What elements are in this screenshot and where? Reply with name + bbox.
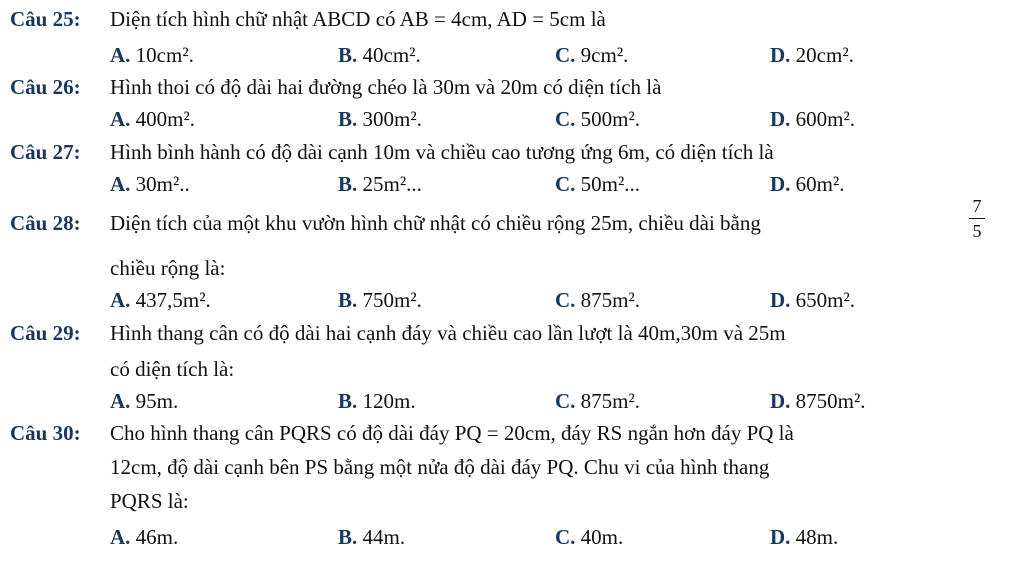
option-d[interactable]: D. 20cm². [770, 43, 854, 67]
question-text-continued: 12cm, độ dài cạnh bên PS bằng một nửa độ dài đáy PQ. Chu vi của hình thang [110, 455, 770, 479]
question-text-continued: chiều rộng là: [110, 256, 226, 280]
option-b[interactable]: B. 44m. [338, 525, 406, 549]
question-text: Diện tích của một khu vườn hình chữ nhật có chiều rộng 25m, chiều dài bằng [110, 211, 761, 235]
option-c[interactable]: C. 875m². [555, 389, 641, 413]
fraction [966, 196, 988, 241]
option-d[interactable]: D. 60m². [770, 172, 845, 196]
fraction-denominator: 5 [972, 221, 982, 241]
question-text: Cho hình thang cân PQRS có độ dài đáy PQ = 20cm, đáy RS ngắn hơn đáy PQ là [110, 421, 794, 445]
question-number: Câu 30: [10, 421, 81, 445]
option-a[interactable]: A. 46m. [110, 525, 179, 549]
question-text-continued: có diện tích là: [110, 357, 235, 381]
option-a[interactable]: A. 95m. [110, 389, 179, 413]
question-text: Diện tích hình chữ nhật ABCD có AB = 4cm, AD = 5cm là [110, 7, 606, 31]
option-c[interactable]: C. 9cm². [555, 43, 629, 67]
option-a[interactable]: A. 437,5m². [110, 288, 211, 312]
option-c[interactable]: C. 40m. [555, 525, 624, 549]
option-b[interactable]: B. 40cm². [338, 43, 421, 67]
option-d[interactable]: D. 650m². [770, 288, 856, 312]
option-c[interactable]: C. 875m². [555, 288, 641, 312]
fraction-bar [969, 218, 985, 219]
option-a[interactable]: A. 30m².. [110, 172, 190, 196]
option-b[interactable]: B. 750m². [338, 288, 422, 312]
option-b[interactable]: B. 120m. [338, 389, 416, 413]
question-text: Hình thoi có độ dài hai đường chéo là 30m và 20m có diện tích là [110, 75, 662, 99]
question-text: Hình thang cân có độ dài hai cạnh đáy và chiều cao lần lượt là 40m,30m và 25m [110, 321, 786, 345]
question-text-continued-2: PQRS là: [110, 489, 189, 513]
option-d[interactable]: D. 8750m². [770, 389, 866, 413]
option-b[interactable]: B. 25m²... [338, 172, 422, 196]
option-a[interactable]: A. 10cm². [110, 43, 194, 67]
question-number: Câu 27: [10, 140, 81, 164]
option-c[interactable]: C. 500m². [555, 107, 641, 131]
option-b[interactable]: B. 300m². [338, 107, 422, 131]
question-text: Hình bình hành có độ dài cạnh 10m và chiều cao tương ứng 6m, có diện tích là [110, 140, 774, 164]
option-c[interactable]: C. 50m²... [555, 172, 641, 196]
question-number: Câu 26: [10, 75, 81, 99]
option-d[interactable]: D. 600m². [770, 107, 856, 131]
fraction-numerator: 7 [972, 196, 982, 216]
option-d[interactable]: D. 48m. [770, 525, 839, 549]
option-a[interactable]: A. 400m². [110, 107, 196, 131]
question-number: Câu 25: [10, 7, 81, 31]
question-number: Câu 28: [10, 211, 81, 235]
question-number: Câu 29: [10, 321, 81, 345]
